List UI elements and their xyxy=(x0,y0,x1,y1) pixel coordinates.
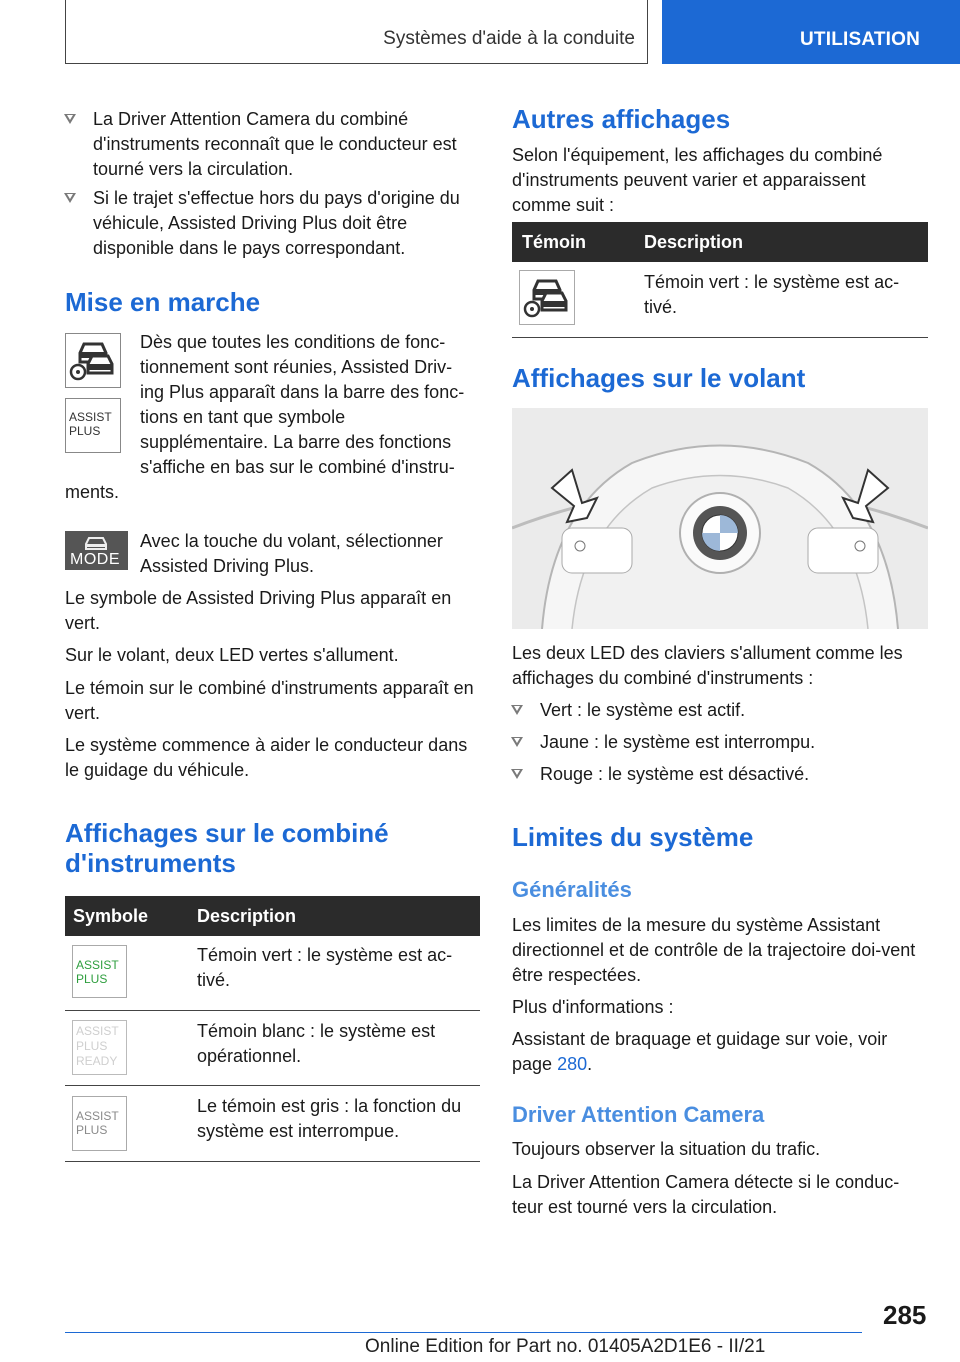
reference-end: . xyxy=(587,1054,593,1074)
row-divider xyxy=(65,1161,480,1162)
assisted-driving-car-green-icon xyxy=(519,270,575,325)
text-line: Assisted Driving Plus. xyxy=(140,556,315,576)
triangle-bullet-icon xyxy=(511,769,523,779)
edition-text: Online Edition for Part no. 01405A2D1E6 - II/21 xyxy=(365,1336,766,1357)
triangle-bullet-icon xyxy=(511,737,523,747)
row-divider xyxy=(65,1010,480,1011)
mise-text-block xyxy=(140,330,480,480)
heading-affichages-combine: Affichages sur le combiné d'instruments xyxy=(65,818,389,878)
triangle-bullet-icon xyxy=(511,705,523,715)
table-cell: Témoin blanc : le système est opérationnel. xyxy=(197,1021,436,1066)
paragraph: Le système commence à aider le conducteur dans le guidage du véhicule. xyxy=(65,735,468,780)
bullet-text: La Driver Attention Camera du combiné d'instruments reconnaît que le conducteur est tourné vers la circulation. xyxy=(93,109,457,179)
icon-label: ASSIST PLUS xyxy=(76,958,119,986)
heading-generalites: Généralités xyxy=(512,877,632,902)
heading-limites: Limites du système xyxy=(512,822,754,852)
assisted-driving-car-icon xyxy=(65,333,121,388)
bullet-text: Rouge : le système est désactivé. xyxy=(540,764,810,784)
table-header xyxy=(65,896,480,936)
bullet-text: Vert : le système est actif. xyxy=(540,700,746,720)
bullet-text: Jaune : le système est interrompu. xyxy=(540,732,816,752)
mode-label: MODE xyxy=(70,551,120,568)
triangle-bullet-icon xyxy=(64,114,76,124)
header-section-box xyxy=(65,0,648,64)
text-line: ments. xyxy=(65,482,120,502)
paragraph: Sur le volant, deux LED vertes s'allument. xyxy=(65,645,399,665)
table-cell: Témoin vert : le système est ac-tivé. xyxy=(644,272,900,317)
column-header: Témoin xyxy=(522,232,587,252)
table-cell: Le témoin est gris : la fonction du système est interrompue. xyxy=(197,1096,462,1141)
text-line: Dès que toutes les conditions de fonc- xyxy=(140,332,446,352)
header-tab[interactable] xyxy=(662,0,960,64)
heading-driver-attention-camera: Driver Attention Camera xyxy=(512,1102,765,1127)
reference-text: Assistant de braquage et guidage sur voie, voir page xyxy=(512,1029,888,1074)
text-line: Avec la touche du volant, sélectionner xyxy=(140,531,443,551)
row-divider xyxy=(65,1085,480,1086)
paragraph: La Driver Attention Camera détecte si le conduc-teur est tourné vers la circulation. xyxy=(512,1172,900,1217)
section-title: Systèmes d'aide à la conduite xyxy=(383,28,635,49)
text-line: tions en tant que symbole xyxy=(140,407,346,427)
paragraph: Toujours observer la situation du trafic. xyxy=(512,1139,821,1159)
mode-button-icon xyxy=(65,531,128,570)
assist-plus-label: ASSIST PLUS xyxy=(69,410,112,438)
tab-utilisation[interactable]: UTILISATION xyxy=(800,29,921,50)
table-header xyxy=(512,222,928,262)
assist-plus-ready-white-icon xyxy=(72,1020,127,1075)
heading-mise-en-marche: Mise en marche xyxy=(65,287,261,317)
heading-autres-affichages: Autres affichages xyxy=(512,104,731,134)
text-line: supplémentaire. La barre des fonctions xyxy=(140,432,452,452)
triangle-bullet-icon xyxy=(64,193,76,203)
steering-wheel-illustration xyxy=(512,408,928,629)
paragraph: Les limites de la mesure du système Assistant directionnel et de contrôle de la trajectoire doi-vent être respectées. xyxy=(512,915,916,985)
assist-plus-grey-icon xyxy=(72,1096,127,1151)
row-divider xyxy=(512,337,928,338)
column-header: Description xyxy=(197,906,297,926)
column-header: Description xyxy=(644,232,744,252)
paragraph: Le symbole de Assisted Driving Plus apparaît en vert. xyxy=(65,588,452,633)
paragraph: Les deux LED des claviers s'allument comme les affichages du combiné d'instruments : xyxy=(512,643,903,688)
text-line: ing Plus apparaît dans la barre des fonc- xyxy=(140,382,465,402)
bullet-text: Si le trajet s'effectue hors du pays d'origine du véhicule, Assisted Driving Plus doit être disponible dans le pays correspondant. xyxy=(93,188,460,258)
assist-plus-icon xyxy=(65,398,121,453)
text-line: s'affiche en bas sur le combiné d'instru- xyxy=(140,457,455,477)
icon-label: ASSIST PLUS READY xyxy=(76,1024,119,1068)
page-number: 285 xyxy=(883,1300,927,1330)
icon-label: ASSIST PLUS xyxy=(76,1109,119,1137)
table-cell: Témoin vert : le système est ac-tivé. xyxy=(197,945,453,990)
column-header: Symbole xyxy=(73,906,149,926)
paragraph: Le témoin sur le combiné d'instruments apparaît en vert. xyxy=(65,678,474,723)
text-line: tionnement sont réunies, Assisted Driv- xyxy=(140,357,453,377)
footer-divider xyxy=(65,1332,862,1333)
paragraph: Plus d'informations : xyxy=(512,997,674,1017)
heading-affichages-volant: Affichages sur le volant xyxy=(512,363,806,393)
paragraph: Selon l'équipement, les affichages du combiné d'instruments peuvent varier et apparaissent comme suit : xyxy=(512,145,883,215)
mode-text-block xyxy=(140,529,480,579)
reference-paragraph xyxy=(512,1027,922,1077)
page-reference-link[interactable]: 280 xyxy=(557,1054,588,1074)
assist-plus-green-icon xyxy=(72,945,127,998)
